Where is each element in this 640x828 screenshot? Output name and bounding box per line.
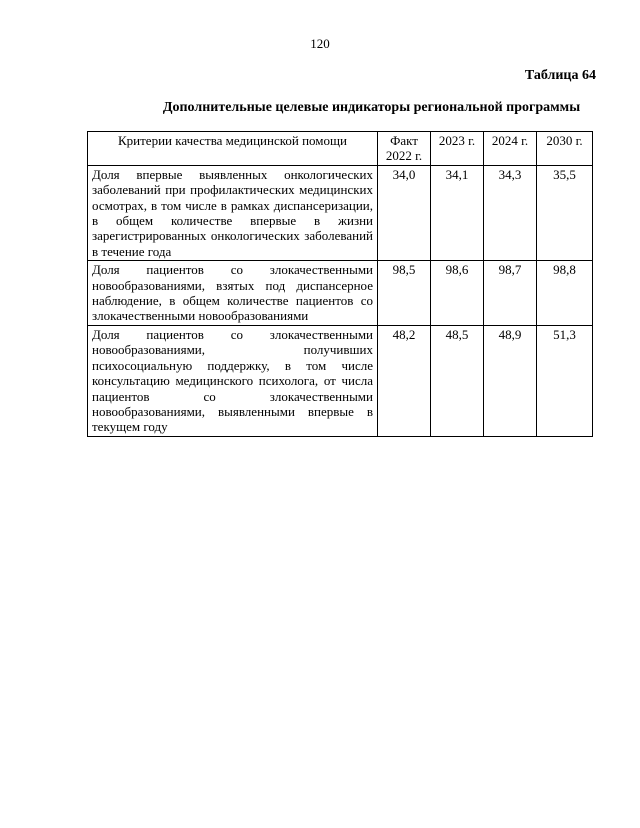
table-row	[88, 325, 593, 436]
value-cell: 34,0	[378, 165, 431, 260]
table-row	[88, 165, 593, 260]
header-criteria: Критерии качества медицинской помощи	[88, 132, 378, 166]
table-label: Таблица 64	[524, 68, 596, 83]
header-fact-2022: Факт 2022 г.	[378, 132, 431, 166]
value-cell: 48,2	[378, 325, 431, 436]
header-2023: 2023 г.	[431, 132, 484, 166]
value-cell: 34,1	[431, 165, 484, 260]
indicators-table	[87, 131, 593, 437]
value-cell: 98,6	[431, 261, 484, 326]
header-2030: 2030 г.	[537, 132, 593, 166]
table-row	[88, 261, 593, 326]
header-2024: 2024 г.	[484, 132, 537, 166]
page-number: 120	[310, 36, 330, 51]
criterion-cell: Доля пациентов со злокачественными новообразованиями, получивших психосоциальную поддержку, в том числе консультацию медицинского психолога, от числа пациентов со злокачественными новообразованиями, выявленными впервые в текущем году	[88, 325, 378, 436]
criterion-cell: Доля впервые выявленных онкологических заболеваний при профилактических медицинских осмотрах, в том числе в рамках диспансеризации, в общем количестве впервые в жизни зарегистрированных онкологических заболеваний в течение года	[88, 165, 378, 260]
value-cell: 48,9	[484, 325, 537, 436]
value-cell: 35,5	[537, 165, 593, 260]
value-cell: 51,3	[537, 325, 593, 436]
value-cell: 98,5	[378, 261, 431, 326]
value-cell: 48,5	[431, 325, 484, 436]
table-title	[0, 100, 640, 116]
table-header-row	[88, 132, 593, 166]
value-cell: 34,3	[484, 165, 537, 260]
criterion-cell: Доля пациентов со злокачественными новообразованиями, взятых под диспансерное наблюдение, в общем количестве пациентов со злокачественными новообразованиями	[88, 261, 378, 326]
value-cell: 98,7	[484, 261, 537, 326]
value-cell: 98,8	[537, 261, 593, 326]
table-title-text: Дополнительные целевые индикаторы региональной программы	[162, 100, 581, 115]
